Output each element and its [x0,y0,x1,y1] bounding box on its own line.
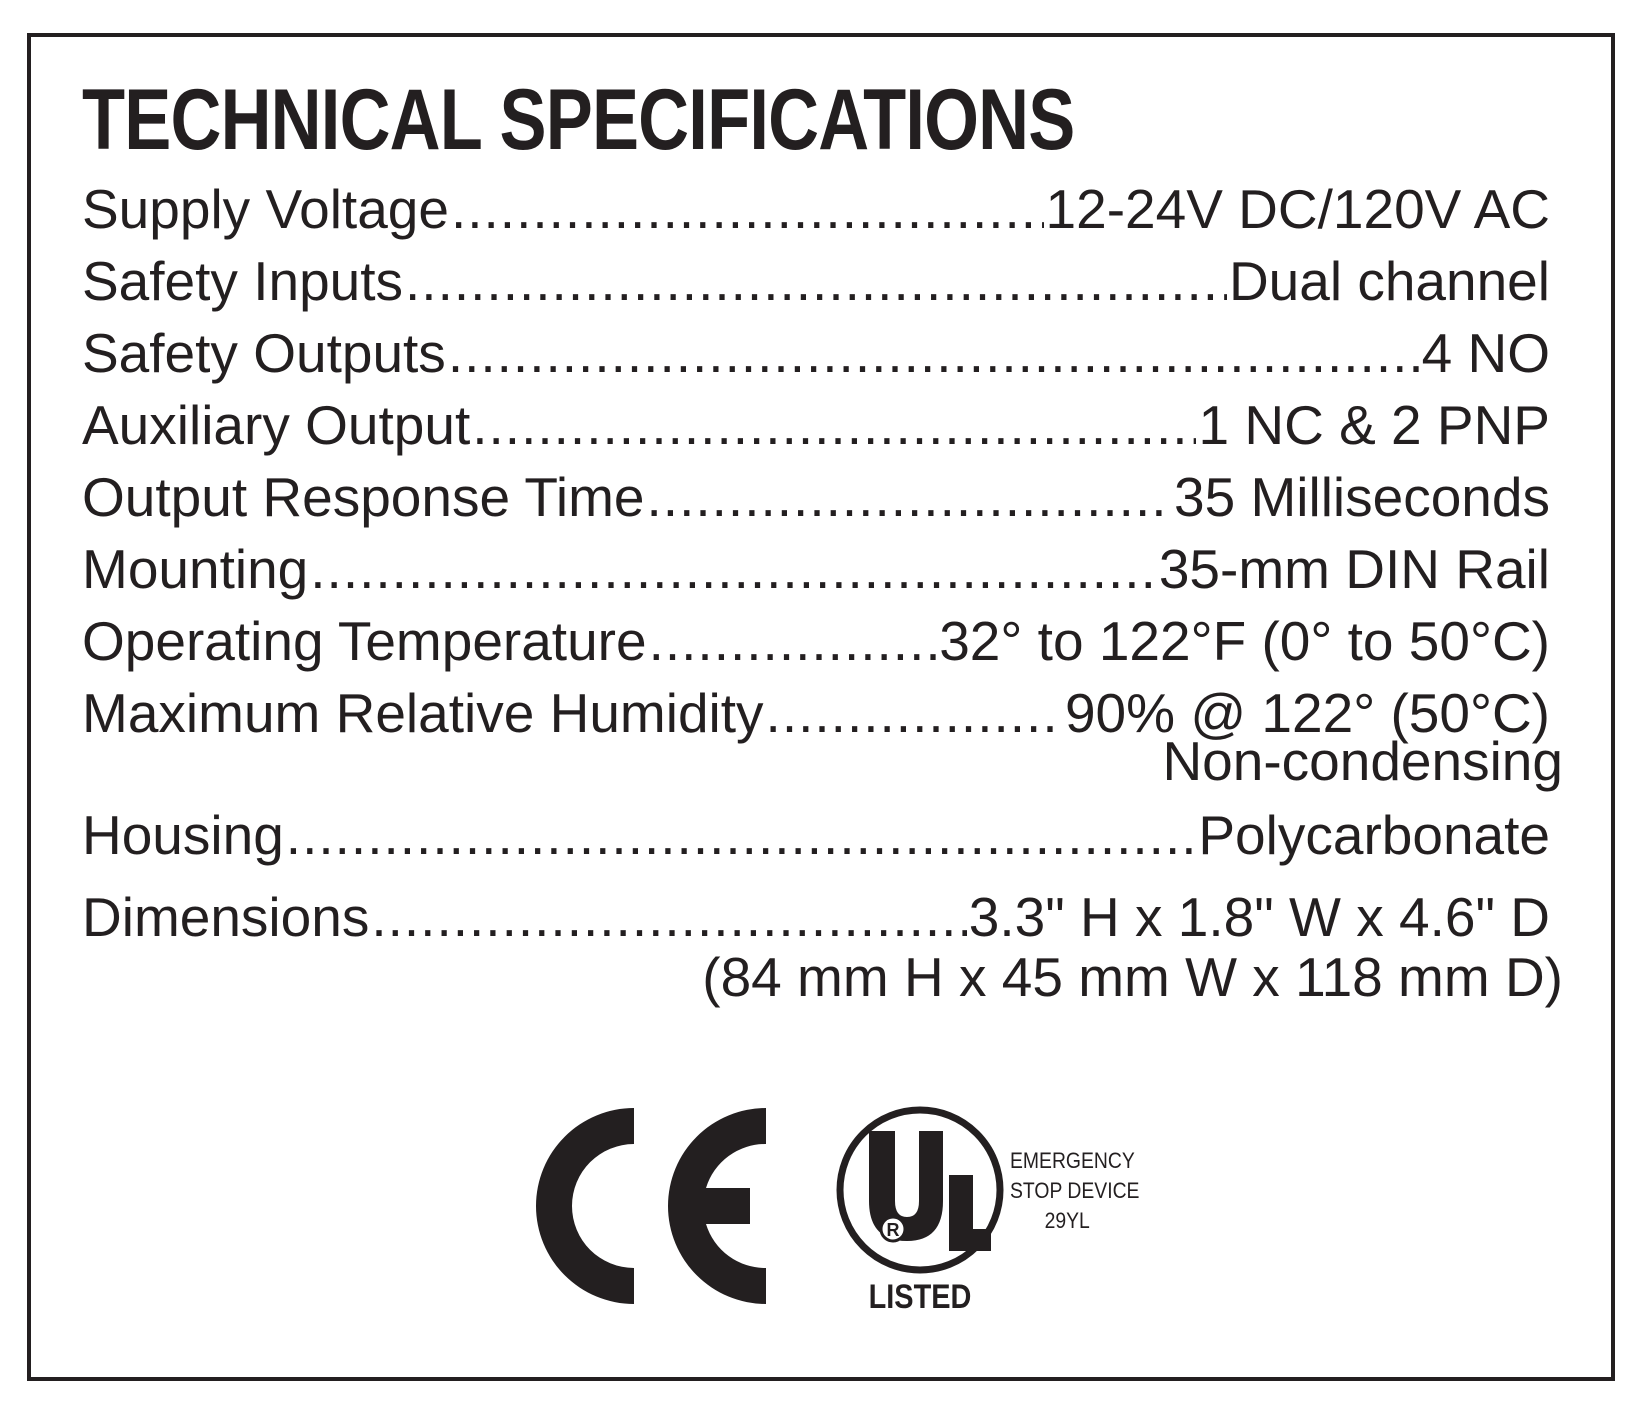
spec-value: 3.3" H x 1.8" W x 4.6" D [968,886,1550,948]
spec-value: 90% @ 122° (50°C) [1064,682,1550,744]
spec-label: Housing [82,804,284,866]
dot-leader [647,464,1172,530]
spec-value: 35 Milliseconds [1173,466,1550,528]
spec-value: Polycarbonate [1198,804,1550,866]
dot-leader [448,320,1420,386]
dot-leader [371,884,966,950]
spec-row-dimensions [82,884,1550,950]
spec-row-housing [82,802,1550,868]
ce-mark-icon [536,1108,766,1304]
dot-leader [405,248,1227,314]
dot-leader [649,608,938,674]
spec-value: 4 NO [1421,322,1550,384]
spec-label: Operating Temperature [82,610,647,672]
ul-caption-line: STOP DEVICE [1010,1178,1140,1203]
spec-value-continuation: (84 mm H x 45 mm W x 118 mm D) [702,946,1563,1008]
spec-label: Auxiliary Output [82,394,471,456]
ul-listed-label: LISTED [868,1278,972,1316]
spec-value: 12-24V DC/120V AC [1045,178,1550,240]
spec-label: Safety Outputs [82,322,446,384]
spec-label: Safety Inputs [82,250,404,312]
dot-leader [286,802,1197,868]
ul-caption [1010,1146,1140,1236]
spec-label: Dimensions [82,886,370,948]
spec-row-safety-inputs [82,248,1550,314]
spec-row-auxiliary-output [82,392,1550,458]
dot-leader [310,536,1157,602]
spec-row-operating-temperature [82,608,1550,674]
ul-mark-icon [835,1105,1005,1275]
ul-caption-line: 29YL [1044,1208,1090,1233]
dot-leader [451,176,1044,242]
spec-label: Mounting [82,538,309,600]
spec-value: Dual channel [1228,250,1550,312]
spec-row-safety-outputs [82,320,1550,386]
spec-label: Maximum Relative Humidity [82,682,764,744]
spec-value: 35-mm DIN Rail [1158,538,1550,600]
dot-leader [472,392,1196,458]
ul-caption-line: EMERGENCY [1010,1148,1135,1173]
spec-row-output-response-time [82,464,1550,530]
dot-leader [766,680,1063,746]
spec-label: Output Response Time [82,466,645,528]
spec-value: 32° to 122°F (0° to 50°C) [939,610,1550,672]
page-title: TECHNICAL SPECIFICATIONS [82,72,1075,168]
spec-value-continuation: Non-condensing [1162,730,1563,792]
spec-row-mounting [82,536,1550,602]
spec-value: 1 NC & 2 PNP [1198,394,1550,456]
spec-row-supply-voltage [82,176,1550,242]
svg-text:R: R [886,1220,900,1240]
spec-label: Supply Voltage [82,178,449,240]
